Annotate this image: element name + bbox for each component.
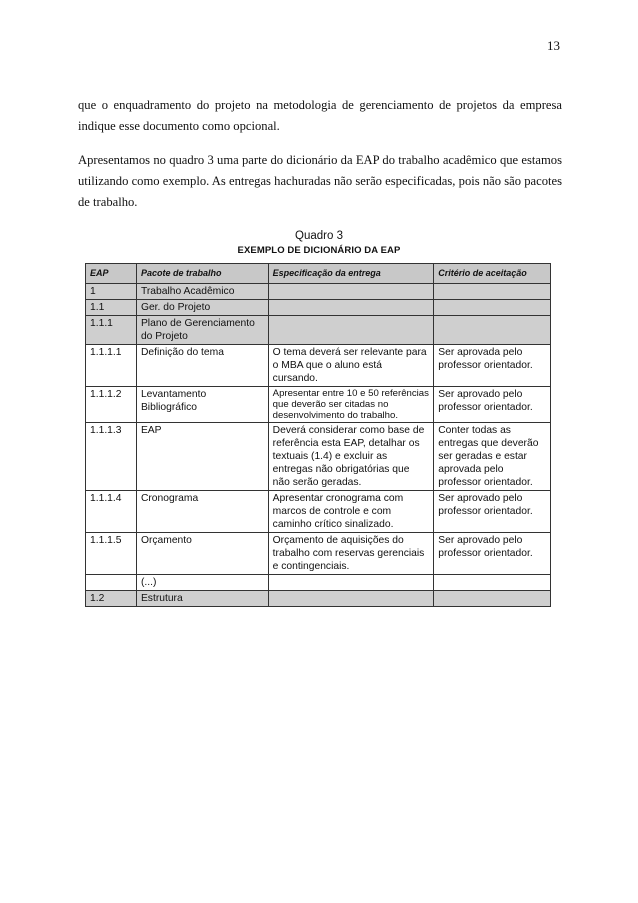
cell-criterio: Ser aprovada pelo professor orientador. [434,345,551,387]
cell-especificacao: Orçamento de aquisições do trabalho com reservas gerenciais e contingenciais. [268,533,434,575]
cell-especificacao: O tema deverá ser relevante para o MBA que o aluno está cursando. [268,345,434,387]
cell-pacote: Plano de Gerenciamento do Projeto [136,316,268,345]
paragraph-1: que o enquadramento do projeto na metodologia de gerenciamento de projetos da empresa indique esse documento como opcional. [78,98,562,133]
table-row [86,345,551,387]
cell-eap: 1.2 [86,591,137,607]
table-row [86,423,551,491]
cell-especificacao: Apresentar entre 10 e 50 referências que deverão ser citadas no desenvolvimento do trabalho. [268,387,434,423]
cell-eap: 1.1.1.4 [86,491,137,533]
cell-eap [86,575,137,591]
cell-eap: 1 [86,284,137,300]
paragraph-2: Apresentamos no quadro 3 uma parte do dicionário da EAP do trabalho acadêmico que estamos utilizando como exemplo. As entregas hachuradas não serão especificadas, pois não são pacotes de trabalho. [78,153,562,209]
table-row [86,284,551,300]
cell-pacote: Ger. do Projeto [136,300,268,316]
cell-criterio: Ser aprovado pelo professor orientador. [434,491,551,533]
header-pacote: Pacote de trabalho [136,264,268,284]
header-criterio: Critério de aceitação [434,264,551,284]
cell-criterio [434,284,551,300]
cell-criterio: Ser aprovado pelo professor orientador. [434,533,551,575]
cell-eap: 1.1.1.2 [86,387,137,423]
header-eap: EAP [86,264,137,284]
cell-especificacao [268,575,434,591]
table-caption-label: Quadro 3 [295,230,343,242]
cell-especificacao: Apresentar cronograma com marcos de controle e com caminho crítico sinalizado. [268,491,434,533]
cell-pacote: Trabalho Acadêmico [136,284,268,300]
table-row [86,387,551,423]
cell-pacote: (...) [136,575,268,591]
cell-pacote: EAP [136,423,268,491]
cell-especificacao [268,300,434,316]
table-row [86,575,551,591]
eap-dictionary-table [85,263,551,607]
cell-especificacao [268,591,434,607]
cell-pacote: Orçamento [136,533,268,575]
cell-criterio: Conter todas as entregas que deverão ser geradas e estar aprovada pelo professor orientador. [434,423,551,491]
table-row [86,300,551,316]
cell-pacote: Levantamento Bibliográfico [136,387,268,423]
cell-especificacao [268,284,434,300]
cell-eap: 1.1.1.1 [86,345,137,387]
cell-especificacao: Deverá considerar como base de referência esta EAP, detalhar os textuais (1.4) e excluir as entregas não obrigatórias que não serão geradas. [268,423,434,491]
header-especificacao: Especificação da entrega [268,264,434,284]
cell-pacote: Estrutura [136,591,268,607]
cell-eap: 1.1 [86,300,137,316]
table-row [86,591,551,607]
table-caption-title: EXEMPLO DE DICIONÁRIO DA EAP [237,245,401,256]
cell-criterio [434,591,551,607]
cell-criterio [434,316,551,345]
cell-pacote: Definição do tema [136,345,268,387]
cell-eap: 1.1.1.5 [86,533,137,575]
cell-eap: 1.1.1.3 [86,423,137,491]
table-row [86,533,551,575]
cell-criterio [434,575,551,591]
cell-eap: 1.1.1 [86,316,137,345]
cell-criterio [434,300,551,316]
cell-criterio: Ser aprovado pelo professor orientador. [434,387,551,423]
table-row [86,316,551,345]
table-row [86,491,551,533]
page-number: 13 [547,38,560,53]
cell-pacote: Cronograma [136,491,268,533]
table-header-row [86,264,551,284]
cell-especificacao [268,316,434,345]
